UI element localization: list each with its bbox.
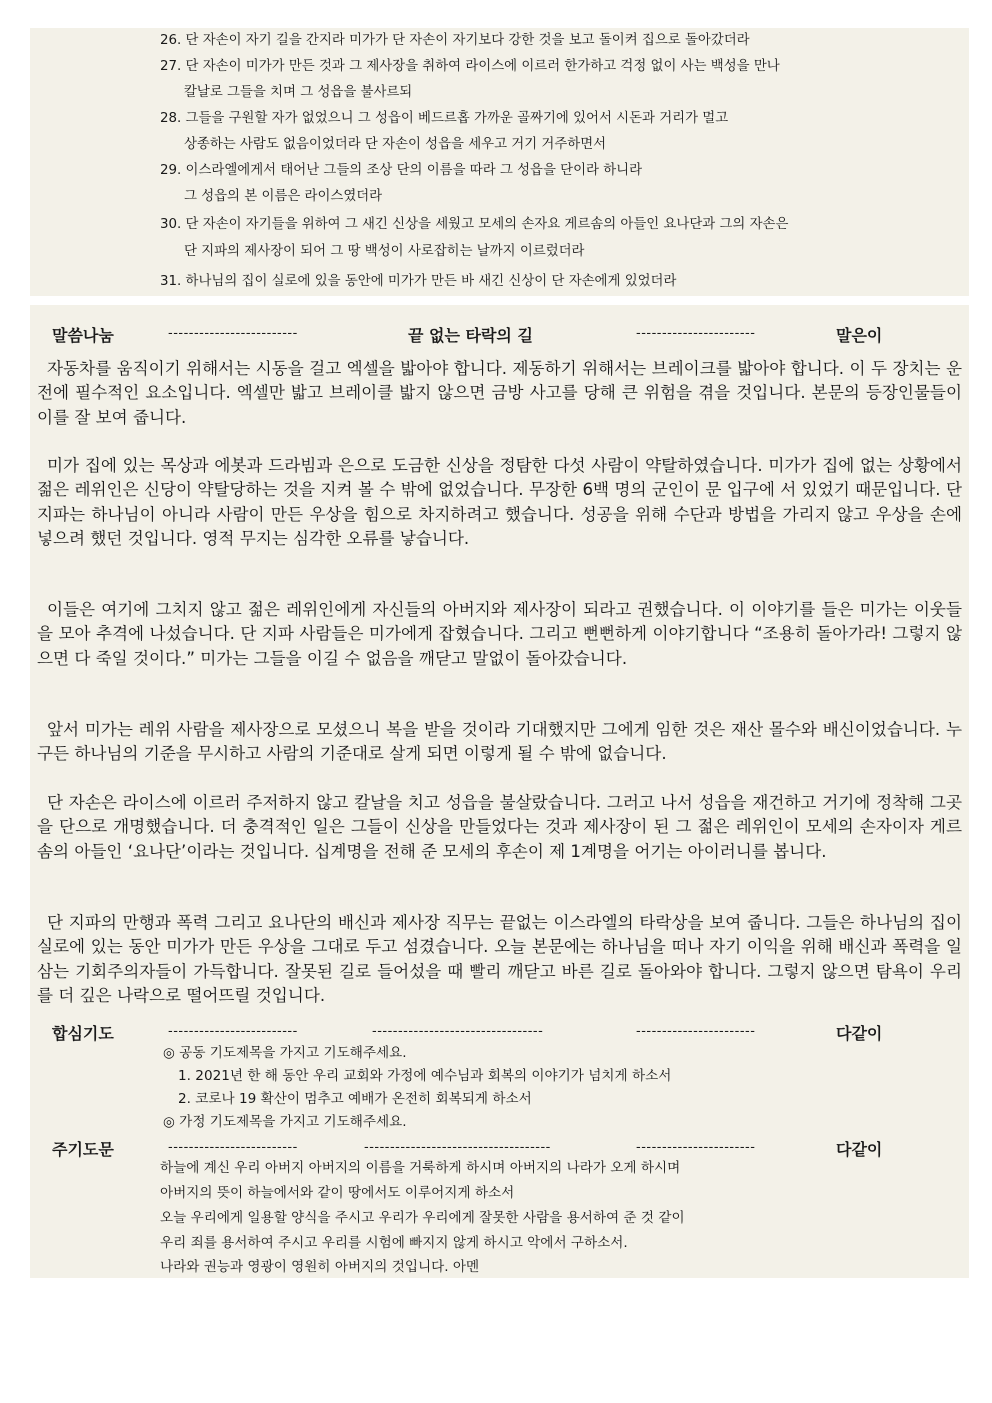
verse-29: 29. 이스라엘에게서 태어난 그들의 조상 단의 이름을 따라 그 성읍을 단이라 하니라 <box>160 163 643 178</box>
prayer-who: 다같이 <box>836 1024 883 1043</box>
sermon-paragraph-1: 자동차를 움직이기 위해서는 시동을 걸고 엑셀을 밟아야 합니다. 제동하기 위해서는 브레이크를 밟아야 합니다. 이 두 장치는 운전에 필수적인 요소입니다. 엑셀만 밟고 브레이클 밟지 않으면 금방 사고를 당해 큰 위험을 겪을 것입니다. 본문의 등장인물들이 이를 잘 보여 줍니다. <box>37 359 962 427</box>
divider-dashes: ----------------------- <box>636 326 756 341</box>
verse-28-cont: 상종하는 사람도 없음이었더라 단 자손이 성읍을 세우고 거기 거주하면서 <box>184 137 607 152</box>
sermon-paragraph-2: 미가 집에 있는 목상과 에봇과 드라빔과 은으로 도금한 신상을 정탐한 다섯 사람이 약탈하였습니다. 미가가 집에 없는 상황에서 젊은 레위인은 신당이 약탈당하는 것을 지켜 볼 수 밖에 없었습니다. 무장한 6백 명의 군인이 문 입구에 서 있었기 때문입니다. 단 지파는 하나님이 아니라 사람이 만든 우상을 힘으로 차지하려고 했습니다. 성공을 위해 수단과 방법을 가리지 않고 우상을 손에 넣으려 했던 것입니다. 영적 무지는 심각한 오류를 낳습니다. <box>37 456 962 549</box>
divider-dashes: ----------------------- <box>636 1024 756 1039</box>
sermon-paragraph-6: 단 지파의 만행과 폭력 그리고 요나단의 배신과 제사장 직무는 끝없는 이스라엘의 타락상을 보여 줍니다. 그들은 하나님의 집이 실로에 있는 동안 미가가 만든 우상을 그대로 두고 섬겼습니다. 오늘 본문에는 하나님을 떠나 자기 이익을 위해 배신과 폭력을 일삼는 기회주의자들이 가득합니다. 잘못된 길로 들어섰을 때 빨리 깨닫고 바른 길로 돌아와야 합니다. 그렇지 않으면 탐욕이 우리를 더 깊은 나락으로 떨어뜨릴 것입니다. <box>37 913 962 1006</box>
verse-29-cont: 그 성읍의 본 이름은 라이스였더라 <box>184 189 383 204</box>
lords-prayer-label: 주기도문 <box>52 1140 114 1159</box>
divider-dashes: ----------------------- <box>636 1140 756 1155</box>
verse-30: 30. 단 자손이 자기들을 위하여 그 새긴 신상을 세웠고 모세의 손자요 게르솜의 아들인 요나단과 그의 자손은 <box>160 217 789 232</box>
prayer-item-1: 1. 2021년 한 해 동안 우리 교회와 가정에 예수님과 회복의 이야기가 넘치게 하소서 <box>178 1068 672 1084</box>
sermon-title: 끝 없는 타락의 길 <box>408 326 533 345</box>
family-prayer-heading: ◎ 가정 기도제목을 가지고 기도해주세요. <box>163 1114 407 1130</box>
sermon-paragraph-3: 이들은 여기에 그치지 않고 젊은 레위인에게 자신들의 아버지와 제사장이 되라고 권했습니다. 이 이야기를 들은 미가는 이웃들을 모아 추격에 나섰습니다. 단 지파 사람들은 미가에게 잡혔습니다. 그리고 뻔뻔하게 이야기합니다 “조용히 돌아가라! 그렇지 않으면 다 죽일 것이다.” 미가는 그들을 이길 수 없음을 깨닫고 말없이 돌아갔습니다. <box>37 600 962 668</box>
lords-prayer-who: 다같이 <box>836 1140 883 1159</box>
verse-28: 28. 그들을 구원할 자가 없었으니 그 성읍이 베드르홉 가까운 골짜기에 있어서 시돈과 거리가 멀고 <box>160 111 729 126</box>
verse-27-cont: 칼날로 그들을 치며 그 성읍을 불사르되 <box>184 85 413 100</box>
lords-prayer-line-4: 우리 죄를 용서하여 주시고 우리를 시험에 빠지지 않게 하시고 악에서 구하소서. <box>160 1235 628 1251</box>
divider-dashes: --------------------------------- <box>372 1024 544 1039</box>
prayer-label: 합심기도 <box>52 1024 114 1043</box>
divider-dashes: ------------------------- <box>168 1024 298 1039</box>
divider-dashes: ------------------------- <box>168 1140 298 1155</box>
sermon-paragraph-5: 단 자손은 라이스에 이르러 주저하지 않고 칼날을 치고 성읍을 불살랐습니다. 그러고 나서 성읍을 재건하고 거기에 정착해 그곳을 단으로 개명했습니다. 더 충격적인 일은 그들이 신상을 만들었다는 것과 제사장이 된 그 젊은 레위인이 모세의 손자이자 게르솜의 아들인 ‘요나단’이라는 것입니다. 십계명을 전해 준 모세의 후손이 제 1계명을 어기는 아이러니를 봅니다. <box>37 793 962 861</box>
verse-26: 26. 단 자손이 자기 길을 간지라 미가가 단 자손이 자기보다 강한 것을 보고 돌이켜 집으로 돌아갔더라 <box>160 33 750 48</box>
verse-31: 31. 하나님의 집이 실로에 있을 동안에 미가가 만든 바 새긴 신상이 단 자손에게 있었더라 <box>160 274 677 289</box>
common-prayer-heading: ◎ 공동 기도제목을 가지고 기도해주세요. <box>163 1045 407 1061</box>
prayer-item-2: 2. 코로나 19 확산이 멈추고 예배가 온전히 회복되게 하소서 <box>178 1091 532 1107</box>
lords-prayer-line-1: 하늘에 계신 우리 아버지 아버지의 이름을 거룩하게 하시며 아버지의 나라가 오게 하시며 <box>160 1160 681 1176</box>
sermon-paragraph-4: 앞서 미가는 레위 사람을 제사장으로 모셨으니 복을 받을 것이라 기대했지만 그에게 임한 것은 재산 몰수와 배신이었습니다. 누구든 하나님의 기준을 무시하고 사람의 기준대로 살게 되면 이렇게 될 수 밖에 없습니다. <box>37 720 962 764</box>
verse-30-cont: 단 지파의 제사장이 되어 그 땅 백성이 사로잡히는 날까지 이르렀더라 <box>184 244 585 259</box>
sermon-header <box>30 319 969 349</box>
scripture-verses-panel <box>30 28 969 296</box>
lords-prayer-line-5: 나라와 권능과 영광이 영원히 아버지의 것입니다. 아멘 <box>160 1259 480 1275</box>
divider-dashes: ------------------------- <box>168 326 298 341</box>
lords-prayer-line-3: 오늘 우리에게 일용할 양식을 주시고 우리가 우리에게 잘못한 사람을 용서하여 준 것 같이 <box>160 1210 685 1226</box>
divider-dashes: ------------------------------------ <box>364 1140 551 1155</box>
sermon-speaker: 말은이 <box>836 326 883 345</box>
sermon-panel <box>30 305 969 1278</box>
verse-27: 27. 단 자손이 미가가 만든 것과 그 제사장을 취하여 라이스에 이르러 한가하고 걱정 없이 사는 백성을 만나 <box>160 59 780 74</box>
sermon-label: 말씀나눔 <box>52 326 114 345</box>
lords-prayer-line-2: 아버지의 뜻이 하늘에서와 같이 땅에서도 이루어지게 하소서 <box>160 1185 515 1201</box>
